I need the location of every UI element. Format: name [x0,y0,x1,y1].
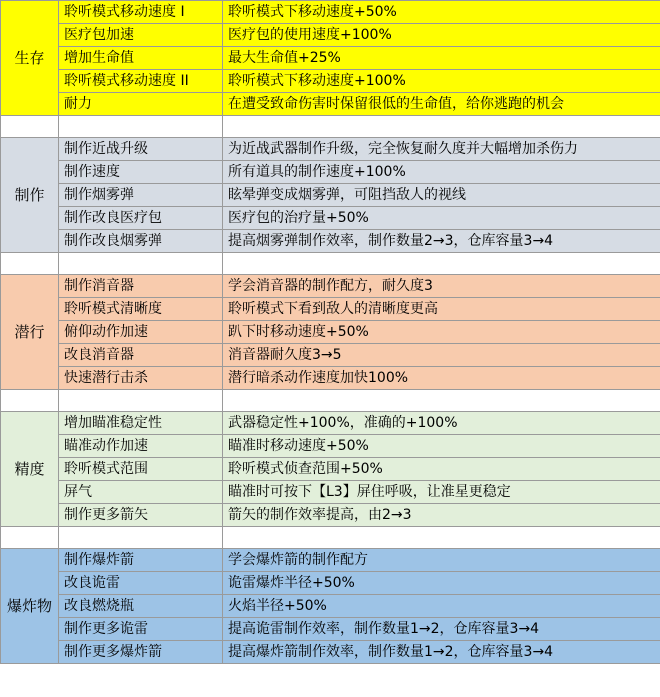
skill-effect: 学会消音器的制作配方，耐久度3 [223,275,660,298]
skill-effect: 潜行暗杀动作速度加快100% [223,367,660,390]
skill-effect: 提高烟雾弹制作效率，制作数量2→3，仓库容量3→4 [223,230,660,253]
category-label: 爆炸物 [1,549,59,664]
table-row [1,321,660,344]
empty-cell [1,253,59,275]
category-label: 制作 [1,138,59,253]
skill-effect: 学会爆炸箭的制作配方 [223,549,660,572]
spacer-row [1,253,660,275]
empty-cell [223,390,660,412]
skill-effect: 聆听模式下移动速度+100% [223,70,660,93]
skill-effect: 提高诡雷制作效率，制作数量1→2，仓库容量3→4 [223,618,660,641]
skill-name: 制作更多箭矢 [59,504,223,527]
skill-name: 制作更多爆炸箭 [59,641,223,664]
table-row [1,435,660,458]
skill-name: 聆听模式清晰度 [59,298,223,321]
table-row [1,367,660,390]
skill-name: 改良消音器 [59,344,223,367]
skill-name: 瞄准动作加速 [59,435,223,458]
skill-effect: 医疗包的使用速度+100% [223,24,660,47]
spacer-row [1,527,660,549]
table-row [1,70,660,93]
skill-name: 屏气 [59,481,223,504]
table-row [1,298,660,321]
empty-cell [59,390,223,412]
empty-cell [59,116,223,138]
skill-name: 耐力 [59,93,223,116]
skill-name: 制作改良医疗包 [59,207,223,230]
skill-name: 制作爆炸箭 [59,549,223,572]
empty-cell [1,390,59,412]
skill-effect: 瞄准时可按下【L3】屏住呼吸，让准星更稳定 [223,481,660,504]
empty-cell [223,253,660,275]
empty-cell [59,527,223,549]
table-row [1,618,660,641]
skill-effect: 消音器耐久度3→5 [223,344,660,367]
skill-name: 制作更多诡雷 [59,618,223,641]
skill-name: 增加生命值 [59,47,223,70]
category-label: 精度 [1,412,59,527]
skill-name: 俯仰动作加速 [59,321,223,344]
category-label: 生存 [1,1,59,116]
skill-effect: 武器稳定性+100%，准确的+100% [223,412,660,435]
skill-effect: 火焰半径+50% [223,595,660,618]
skill-effect: 医疗包的治疗量+50% [223,207,660,230]
table-row [1,412,660,435]
table-row [1,1,660,24]
skill-name: 聆听模式移动速度 II [59,70,223,93]
skill-effect: 聆听模式下看到敌人的清晰度更高 [223,298,660,321]
skill-effect: 为近战武器制作升级，完全恢复耐久度并大幅增加杀伤力 [223,138,660,161]
table-row [1,184,660,207]
empty-cell [223,527,660,549]
table-row [1,458,660,481]
table-row [1,549,660,572]
skill-name: 制作改良烟雾弹 [59,230,223,253]
skill-name: 快速潜行击杀 [59,367,223,390]
table-row [1,595,660,618]
table-row [1,24,660,47]
table-row [1,572,660,595]
skill-name: 改良诡雷 [59,572,223,595]
skill-effect: 瞄准时移动速度+50% [223,435,660,458]
skill-effect: 箭矢的制作效率提高，由2→3 [223,504,660,527]
table-row [1,138,660,161]
table-row [1,207,660,230]
table-row [1,47,660,70]
table-row [1,275,660,298]
skill-name: 医疗包加速 [59,24,223,47]
skill-effect: 在遭受致命伤害时保留很低的生命值，给你逃跑的机会 [223,93,660,116]
skill-name: 制作速度 [59,161,223,184]
category-label: 潜行 [1,275,59,390]
empty-cell [1,116,59,138]
skill-effect: 诡雷爆炸半径+50% [223,572,660,595]
table-row [1,504,660,527]
skill-table-body [1,1,660,664]
skill-effect: 提高爆炸箭制作效率，制作数量1→2，仓库容量3→4 [223,641,660,664]
skill-name: 聆听模式范围 [59,458,223,481]
skill-name: 制作近战升级 [59,138,223,161]
skill-name: 制作消音器 [59,275,223,298]
spacer-row [1,390,660,412]
skill-name: 聆听模式移动速度 I [59,1,223,24]
skill-effect: 眩晕弹变成烟雾弹，可阻挡敌人的视线 [223,184,660,207]
table-row [1,481,660,504]
skill-effect: 聆听模式侦查范围+50% [223,458,660,481]
skill-effect: 趴下时移动速度+50% [223,321,660,344]
skill-effect: 所有道具的制作速度+100% [223,161,660,184]
table-row [1,641,660,664]
skill-name: 制作烟雾弹 [59,184,223,207]
table-row [1,344,660,367]
empty-cell [223,116,660,138]
table-row [1,93,660,116]
skill-effect: 聆听模式下移动速度+50% [223,1,660,24]
table-row [1,230,660,253]
skill-name: 改良燃烧瓶 [59,595,223,618]
spacer-row [1,116,660,138]
skill-effect: 最大生命值+25% [223,47,660,70]
table-row [1,161,660,184]
empty-cell [59,253,223,275]
empty-cell [1,527,59,549]
skill-name: 增加瞄准稳定性 [59,412,223,435]
